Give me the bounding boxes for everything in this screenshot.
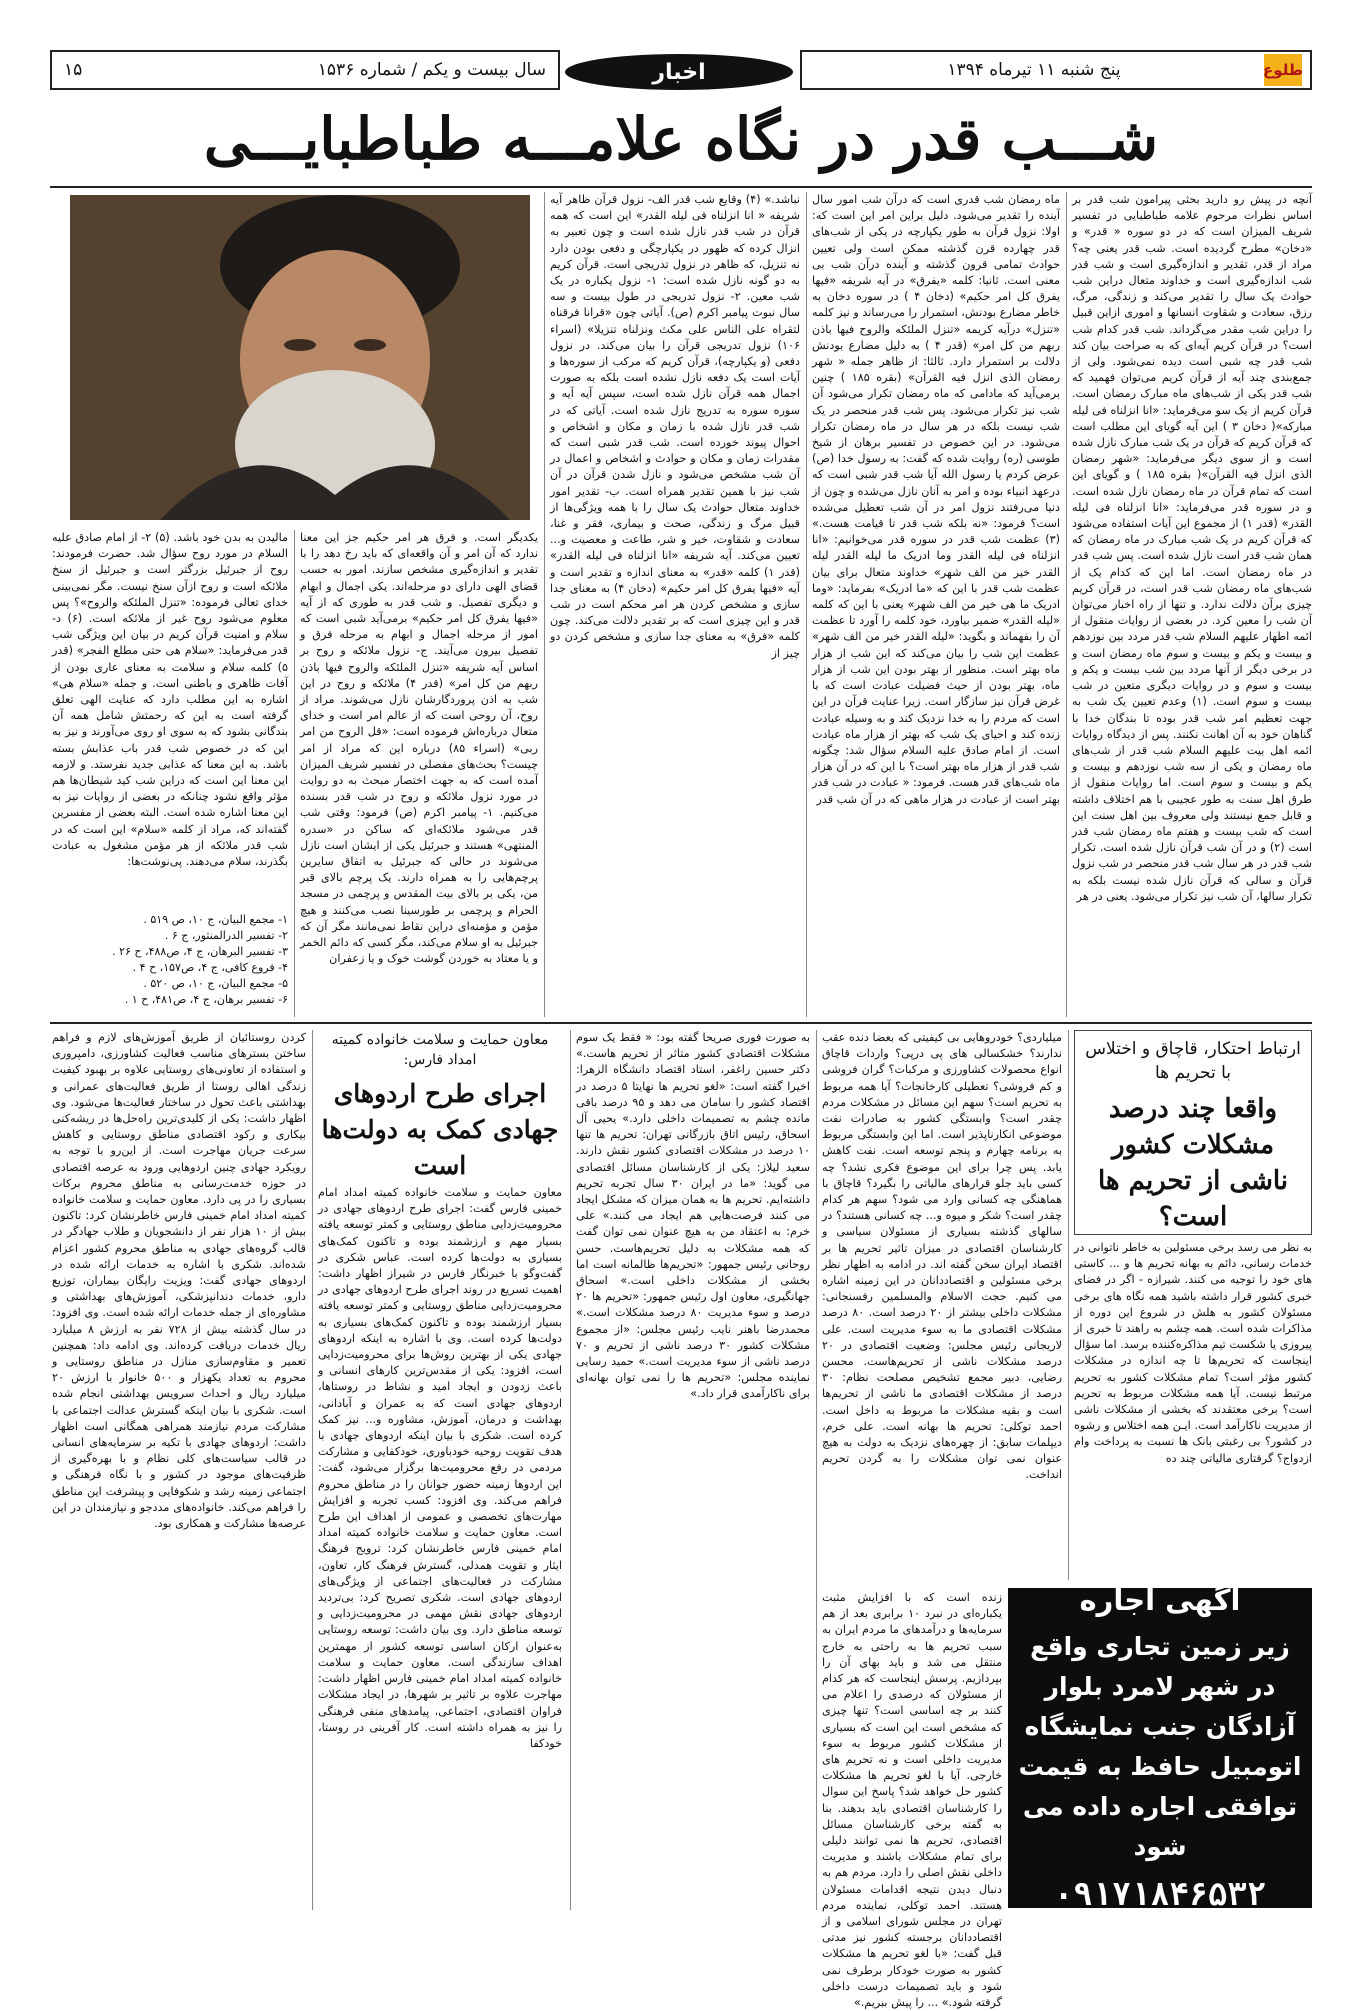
footnote: ۶- تفسیر برهان، ج ۴، ص۴۸۱، ح ۱ . xyxy=(124,993,288,1006)
sanctions-column-3: به صورت فوری صریحا گفته بود: « فقط یک سوم مشکلات اقتصادی کشور متاثر از تحریم هاست.» دکتر حسین راغفر، استاد اقتصاد دانشگاه الزهرا: اخیرا گفته است: «لغو تحریم ها نهایتا ۵ درصد در اقتصاد کشور را سامان می دهد و ۹۵ درصد باقی مانده چشم به تصمیمات داخلی دارد.» یحیی آل اسحاق، رئیس اتاق بازرگانی تهران: تحریم ها تنها ۱۰ درصد در مشکلات اقتصادی کشور نقش دارند. سعید لیلاز: یکی از کارشناسان مسائل اقتصادی می گوید: «ما در ایران ۳۰ سال تجربه تحریم داشته‌ایم. تحریم ها به همان میزان که مشکل ایجاد می کنند فرصت‌هایی هم ایجاد می کنند.» علی خرم: به اعتقاد من به هیچ عنوان نمی توان گفت که همه مشکلات به دلیل تحریم‌هاست. حسن روحانی رئیس جمهور: «تحریم‌ها ظالمانه است اما بخشی از مشکلات داخلی است.» اسحاق جهانگیری، معاون اول رئیس جمهور: «تحریم ها ۲۰ درصد و سوء مدیریت ۸۰ درصد مشکلات است.» محمدرضا باهنر نایب رئیس مجلس: «از مجموع مشکلات کشور ۳۰ درصد ناشی از تحریم و ۷۰ درصد ناشی از سوء مدیریت است.» حمید رسایی نماینده مجلس: «تحریم ها را نمی توان بهانه‌ای برای ناکارآمدی قرار داد.» xyxy=(576,1031,811,1401)
jihad-kicker: معاون حمایت و سلامت خانواده کمیته امداد فارس: xyxy=(331,1032,549,1068)
column-divider xyxy=(544,192,545,1017)
footnote: ۵- مجمع البیان، ج ۱۰، ص ۵۲۰ . xyxy=(143,977,288,990)
sanctions-column-2: میلیاردی؟ خودروهایی بی کیفیتی که بعضا دنده عقب ندارند؟ خشکسالی های پی درپی؟ واردات قاچاق انواع محصولات کشاورزی و مرکبات؟ گران فروشی و کم فروشی؟ تعطیلی کارخانجات؟ آیا همه مربوط به تحریم است؟ سهم این مسائل در مشکلات مردم چقدر است؟ وابستگی کشور به صادرات نفت موضوعی انکارناپذیر است. اما این وابستگی مربوط به برنامه چهارم و پنجم توسعه است. نفت کاهش یابد. پس چرا برای این موضوع فکری نشد؟ چه کسی باید جلو قرارهای مالیاتی را بگیرد؟ قاچاق با هماهنگی چه کسانی وارد می شود؟ سهم هر کدام چقدر است؟ شکر و میوه و... چه کسانی هستند؟ در سالهای گذشته بسیاری از مسئولان سیاسی و کارشناسان اقتصادی در میزان تاثیر تحریم ها بر اقتصاد ایران سخن گفته اند. در ادامه به اظهار نظر برخی مسئولین و اقتصاددانان در این زمینه اشاره می کنیم. حجت الاسلام والمسلمین رفسنجانی: مشکلات داخلی بیشتر از ۲۰ درصد است. ۸۰ درصد مشکلات اقتصادی ما به سوء مدیریت است. علی لاریجانی رئیس مجلس: وضعیت اقتصادی در ۲۰ درصد مشکلات ناشی از تحریم‌هاست. محسن رضایی، دبیر مجمع تشخیص مصلحت نظام: ۳۰ درصد از مشکلات اقتصادی ما ناشی از تحریم‌ها است و بقیه مشکلات ما مربوط به داخل است. احمد توکلی: تحریم ها بهانه است. علی خرم، دیپلمات سابق: از چهره‌های نزدیک به دولت به هیچ عنوان نمی توان مشکلات را به گردن تحریم انداخت. xyxy=(822,1031,1062,1482)
jihad-title: اجرای طرح اردوهای جهادی کمک به دولت‌ها است xyxy=(321,1079,559,1180)
portrait-illustration xyxy=(70,195,530,520)
sanctions-title: واقعا چند درصد مشکلات کشور ناشی از تحریم ها است؟ xyxy=(1097,1094,1289,1232)
logo: طلوع xyxy=(1264,54,1302,86)
column-divider xyxy=(806,192,807,1017)
footnote: ۲- تفسیر الدرالمنثور، ج ۶ . xyxy=(164,929,288,942)
ad-title: آگهی اجاره xyxy=(1079,1583,1241,1617)
article-column-4: یکدیگر است. و فرق هر امر حکیم جز این معنا ندارد که آن امر و آن واقعه‌ای که باید رخ دهد را با تقدیر و اندازه‌گیری مشخص سازند. امور به حسب قضای الهی دارای دو مرحله‌اند. یکی اجمال و ابهام و دیگری تفصیل. و شب قدر به طوری که از آیه «فیها یفرق کل امر حکیم» برمی‌آید شبی است که امور از مرحله اجمال و ابهام به مرحله فرق و تفصیل بیرون می‌آیند. ج- نزول ملائکه و روح بر اساس آیه شریفه «تنزل الملئکه والروح فیها باذن ربهم من کل امر» (قدر ۴) ملائکه و روح در این شب به اذن پروردگارشان نازل می‌شوند. مراد از روح، آن روحی است که از عالم امر است و خدای متعال درباره‌اش فرموده است: «قل الروح من امر ربی» (اسراء ۸۵) درباره این که مراد از امر چیست؟ بحث‌های مفصلی در تفسیر شریف المیزان آمده است که به جهت اختصار مبحث به دو روایت در مورد نزول ملائکه و روح در شب قدر بسنده می‌کنیم. ۱- پیامبر اکرم (ص) فرمود: وقتی شب قدر می‌شود ملائکه‌ای که ساکن در «سدره المنتهی» هستند و جبرئیل یکی از ایشان است نازل می‌شوند در حالی که جبرئیل به اتفاق سایرین پرچم‌هایی را به همراه دارند. یک پرچم بالای قبر من، یکی بر بالای بیت المقدس و پرچمی در مسجد الحرام و پرچمی بر طورسینا نصب می‌کنند و هیچ مؤمن و مؤمنه‌ای دراین نقاط نمی‌مانند مگر آن که جبرئیل به او سلام می‌کند، مگر کسی که دائم الخمر و یا معتاد به خوردن گوشت خوک و یا زعفران xyxy=(300,531,538,966)
footnote: ۴- فروع کافی، ج ۴، ص۱۵۷، ح ۴ . xyxy=(132,961,288,974)
jihad-title-box xyxy=(318,1030,562,1180)
rental-ad xyxy=(1008,1583,1312,1913)
sanctions-column-1: به نظر می رسد برخی مسئولین به خاطر ناتوانی در خدمات رسانی، دائم به بهانه تحریم ها و ... کاستی های خود را توجیه می کنند. شیرازه - اگر در فضای خبری کشور قرار داشته باشید همه نگاه های برخی مسئولان کشور به هلش در شروع این دوره از مذاکرات شده است. همه چشم به راهند تا خبری از پیروزی یا شکست تیم مذاکره‌کننده برسد. اما سؤال اینجاست که تحریم‌ها تا چه اندازه در مشکلات کشور مؤثر است؟ تمام مشکلات کشور به تحریم مرتبط نیست. آیا همه مشکلات مربوط به تحریم است؟ برخی معتقدند که بخشی از مشکلات ناشی از مدیریت ناکارآمد است. ایـن همه اختلاس و رشوه در کشور؟ بی رغبتی بانک ها نسبت به پرداخت وام ازدواج؟ گرفتاری مالیاتی چند ده xyxy=(1074,1241,1312,1465)
article-column-5: مالیدن به بدن خود باشد. (۵) ۲- از امام صادق علیه السلام در مورد روح سؤال شد. حضرت فرمودند: روح از جبرئیل بزرگتر است و جبرئیل از سنخ ملائکه است و روح ازآن سنخ نیست. مگر نمی‌بینی خدای تعالی فرموده: «تنزل الملئکه والروح»؟ پس معلوم می‌شود روح غیر از ملائکه است. (۶) د- سلام و امنیت قرآن کریم در بیان این ویژگی شب قدر می‌فرماید: «سلام هی حتی مطلع الفجر» (قدر ۵) کلمه سلام و سلامت به معنای عاری بودن از آفات ظاهری و باطنی است. و جمله «سلام هی» اشاره به این مطلب دارد که عنایت الهی تعلق گرفته است به این که رحمتش شامل همه آن بندگانی بشود که به سوی او روی می‌آورند و نیز به این که در خصوص شب قدر باب عذابش بسته باشد. به این معنا که عذابی جدید نفرستد. و لازمه این معنا این است که دراین شب کید شیطان‌ها هم مؤثر واقع نشود چنانکه در بعضی از روایات نیز به این معنا اشاره شده است. البته بعضی از مفسرین گفته‌اند که، مراد از کلمه «سلام» این است که در شب قدر ملائکه از هر مؤمن مشغول به عبادت بگذرند، سلام می‌دهند. پی‌نوشت‌ها: xyxy=(52,531,288,869)
header-date-box xyxy=(800,50,1312,90)
issue-date: پنج شنبه ۱۱ تیرماه ۱۳۹۴ xyxy=(947,60,1121,80)
article-column-3: نباشد.» (۴) وقایع شب قدر الف- نزول قرآن ظاهر آیه شریفه « انا انزلناه فی لیله القدر» این است که همه قرآن در شب قدر نازل شده است و چون تعبیر به انزال کرده که ظهور در یکپارچگی و دفعی بودن دارد نه تنزیل، که ظاهر در نزول تدریجی است. قرآن کریم به دو گونه نازل شده است: ۱- نزول یکباره در یک شب معین. ۲- نزول تدریجی در طول بیست و سه سال نبوت پیامبر اکرم (ص). آیاتی چون «قرانا فرقناه لتقراه علی الناس علی مکث ونزلناه تنزیلا» (اسراء ۱۰۶) نزول تدریجی قرآن را بیان می‌کند. در نزول دفعی (و یکپارچه)، قرآن کریم که مرکب از سوره‌ها و آیات است یک دفعه نازل نشده است بلکه به صورت اجمال همه قرآن نازل شده است، سپس آیه آیه و سوره سوره به تدریج نازل شده است. آیاتی که در شب قدر نازل شده با زمان و مکان و اشخاص و احوال پیوند خورده است. شب قدر شبی است که مقدرات زمان و مکان و حوادث و اشخاص و اعمال در آن شب مشخص می‌شود و نازل شدن قرآن در آن شب نیز با همین تقدیر همراه است. ب- تقدیر امور خداوند متعال حوادث یک سال را با همه ویژگی‌ها از قبیل مرگ و زندگی، صحت و بیماری، فقر و غنا، سعادت و شقاوت، خیر و شر، طاعت و معصیت و... تعیین می‌کند. آیه شریفه «انا انزلناه فی لیله القدر» (قدر ۱) کلمه «قدر» به معنای اندازه و تقدیر است و آیه «فیها یفرق کل امر حکیم» (دخان ۴) به معنای جدا سازی و مشخص کردن هر امر محکم است در شب قدر و این چیزی است که بر تقدیر دلالت می‌کند. چون کلمه «فرق» به معنای جدا سازی و مشخص کردن دو چیز از xyxy=(550,193,800,660)
section-divider xyxy=(50,1022,1312,1024)
ad-body: زیر زمین تجاری واقع در شهر لامرد بلوار آزادگان جنب نمایشگاه اتومبیل حافظ به قیمت توافقی اجاره داده می شود xyxy=(1018,1632,1302,1861)
column-divider xyxy=(1068,1030,1069,1580)
footnote: ۳- تفسیر البرهان، ج ۴، ص۴۸۸، ح ۲۶ . xyxy=(112,945,288,958)
sanctions-column-4: زنده است که با افزایش مثبت یکباره‌ای در نبرد ۱۰ برابری بعد از هم سرمایه‌ها و درآمدهای ما مردم ایران به سبب تحریم ها به راحتی به خارج منتقل می شد و باید بهای آن را بپردازیم. پرسش اینجاست که هر کدام از مسئولان که درصدی را اعلام می کنند بر چه اساسی است؟ تنها چیزی که مشخص است این است که بسیاری از مشکلات کشور مربوط به سوء مدیریت داخلی است و نه تحریم های خارجی. آیا با لغو تحریم ها مشکلات کشور حل خواهد شد؟ پاسخ این سوال را کارشناسان اقتصادی باید بدهند. بنا به گفته برخی کارشناسان مسائل اقتصادی، تحریم ها نمی توانند دلیلی برای تمام مشکلات باشند و مدیریت داخلی نقش اصلی را دارد. مردم هم به دنبال دیدن نتیجه اقدامات مسئولان هستند. احمد توکلی، نماینده مردم تهران در مجلس شورای اسلامی و از اقتصاددانان برجسته کشور نیز مدتی قبل گفت: «با لغو تحریم ها مشکلات کشور به صورت خودکار برطرف نمی شود و باید تصمیمات درست داخلی گرفته شود.» ... را پیش ببریم.» xyxy=(822,1591,1002,2010)
column-divider xyxy=(570,1030,571,1910)
jihad-column-1: معاون حمایت و سلامت خانواده کمیته امداد امام خمینی فارس گفت: اجرای طرح اردوهای جهادی در محرومیت‌زدایی مناطق روستایی و کمتر توسعه یافته بسیار مهم و ارزشمند بوده و تاکنون کمک‌های بسیاری به دولت‌ها کرده است. عباس شکری در گفت‌وگو با خبرنگار فارس در شیراز اظهار داشت: اهمیت تسریع در روند اجرای طرح اردوهای جهادی در محرومیت‌زدایی مناطق روستایی و کمتر توسعه یافته بسیار ارزشمند بوده و تاکنون کمک‌های بسیاری به دولت‌ها کرده است. وی با اشاره به اینکه اردوهای جهادی یکی از بهترین روش‌ها برای محرومیت‌زدایی است، افزود: یکی از مقدس‌ترین کارهای انسانی و باعث زدودن و ایجاد امید و نشاط در روستاها، اردوهای جهادی است که به عمران و آبادانی، بهداشت و درمان، آموزش، مشاوره و... نیز کمک کرده است. شکری با بیان اینکه اردوهای جهادی با هدف تقویت روحیه خودباوری، خودکفایی و مشارکت مردمی در رفع محرومیت‌ها برگزار می‌شود، گفت: این اردوها زمینه حضور جوانان را در مناطق محروم فراهم می‌کند. وی افزود: کسب تجربه و افزایش مهارت‌های تخصصی و عمومی از اهداف این طرح است. معاون حمایت و سلامت خانواده کمیته امداد امام خمینی فارس خاطرنشان کرد: ترویج فرهنگ ایثار و تقویت همدلی، گسترش فرهنگ کار، تعاون، مشارکت در فعالیت‌های اجتماعی از ویژگی‌های اردوهای جهادی است. شکری تصریح کرد: بی‌تردید اردوهای جهادی نقش مهمی در محرومیت‌زدایی و توسعه مناطق دارد. وی بیان داشت: توسعه روستایی به‌عنوان ارکان اساسی توسعه کشور از مهمترین اهداف سازندگی است. معاون حمایت و سلامت خانواده کمیته امداد امام خمینی فارس اظهار داشت: مهاجرت علاوه بر تاثیر بر شهرها، در ایجاد مشکلات فراوان اقتصادی، اجتماعی، پیامدهای منفی فرهنگی را نیز به همراه داشته است. کار آفرینی در روستا، خودکفا xyxy=(318,1186,562,1750)
column-divider xyxy=(312,1030,313,1910)
headline-divider xyxy=(50,186,1312,188)
footnotes-list xyxy=(52,912,288,1017)
column-divider xyxy=(294,530,295,1017)
sanctions-title-box xyxy=(1074,1030,1312,1235)
footnote: ۱- مجمع البیان، ج ۱۰، ص ۵۱۹ . xyxy=(143,913,288,926)
article-column-2: ماه رمضان شب قدری است که درآن شب امور سال آینده را تقدیر می‌شود. دلیل براین امر این است که: اولا: نزول قرآن به طور یکپارچه در یکی از شب‌های قدر چهارده قرن گذشته ممکن است ولی تعیین حوادث تمامی قرون گذشته و آینده درآن شب بی معنی است. ثانیا: کلمه «یفرق» در آیه شریفه «فیها یفرق کل امر حکیم» (دخان ۴ ) در سوره دخان به خاطر مضارع بودنش، استمرار را می‌رساند و نیز کلمه «تنزل» درآیه کریمه «تنزل الملئکه والروح فیها باذن ربهم من کل امر» (قدر ۴ ) به دلیل مضارع بودنش دلالت بر استمرار دارد. ثالثا: از ظاهر جمله « شهر رمضان الذی انزل فیه القرآن» (بقره ۱۸۵ ) چنین برمی‌آید که مادامی که ماه رمضان تکرار می‌شود آن شب نیز تکرار می‌شود. پس شب قدر منحصر در یک شب نیست بلکه در هر سال در ماه رمضان تکرار می‌شود. در این خصوص در تفسیر برهان از شیخ طوسی (ره) روایت شده که گفت: به رسول خدا (ص) عرض کردم یا رسول الله آیا شب قدر شبی است که درعهد انبیاء بوده و امر به آنان نازل می‌شده و چون از دنیا می‌رفتند نزول امر در آن شب تعطیل می‌شده است؟ فرمود: «نه بلکه شب قدر تا قیامت هست.» (۳) عظمت شب قدر در سوره قدر می‌خوانیم: «انا انزلناه فی لیله القدر وما ادریک ما لیله القدر لیله القدر خیر من الف شهر» خداوند متعال برای بیان عظمت شب قدر با این که «ما ادریک» بفرماید: «وما ادریک ما هی خیر من الف شهر» یعنی با این که کلمه «لیله القدر» ضمیر بیاورد، خود کلمه را آورد تا عظمت آن را بفهماند و بگوید: «لیله القدر خیر من الف شهر» عظمت این شب را بیان می‌کند که این شب از هزار ماه بهتر است. منظور از بهتر بودن این شب از هزار ماه، بهتر بودن از حیث فضیلت عبادت است که با غرض قرآن نیز سازگار است. زیرا عنایت قرآن در این است که مردم را به خدا نزدیک کند و به وسیله عبادت زنده کند و احیای یک شب که بهتر از هزار ماه عبادت است. از امام صادق علیه السلام سؤال شد: چگونه شب قدر از هزار ماه بهتر است؟ با این که در آن هزار ماه شب‌های قدر هست. فرمود: « عبادت در شب قدر بهتر است از عبادت در هزار ماهی که در آن شب قدر xyxy=(812,193,1060,806)
column-divider xyxy=(1066,192,1067,1017)
ad-phone: ۰۹۱۷۱۸۴۶۵۳۲ xyxy=(1054,1875,1266,1913)
page-headline: شـــب قدر در نگاه علامـــه طباطبایـــی xyxy=(203,105,1159,173)
section-label: اخبار xyxy=(565,54,793,90)
column-divider xyxy=(816,1030,817,1910)
article-column-1: آنچه در پیش رو دارید بحثی پیرامون شب قدر بر اساس نظرات مرحوم علامه طباطبایی در تفسیر شریف المیزان است که در دو سوره « قدر» و «دخان» مطرح گردیده است. شب قدر یعنی چه؟ مراد از قدر، تقدیر و اندازه‌گیری است و شب قدر شب اندازه‌گیری است و خداوند متعال دراین شب حوادث یک سال را تقدیر می‌کند و زندگی، مرگ، رزق، سعادت و شقاوت انسانها و اموری ازاین قبیل را دراین شب مقدر می‌گرداند. شب قدر کدام شب است؟ در قرآن کریم آیه‌ای که به صراحت بیان کند شب قدر چه شبی است دیده نمی‌شود. ولی از جمع‌بندی چند آیه از قرآن کریم می‌توان فهمید که شب قدر یکی از شب‌های ماه مبارک رمضان است. قرآن کریم از یک سو می‌فرماید: «انا انزلناه فی لیله مبارکه»( دخان ۳ ) این آیه گویای این مطلب است که قرآن کریم که قرآن در یک شب مبارک نازل شده است و از سوی دیگر می‌فرماید: «شهر رمضان الذی انزل فیه القرآن»( بقره ۱۸۵ ) و گویای این است که تمام قرآن در ماه رمضان نازل شده است. و در سوره قدر می‌فرماید: «انا انزلناه فی لیله القدر» (قدر ۱) از مجموع این آیات استفاده می‌شود که قرآن کریم در یک شب مبارک در ماه رمضان که همان شب قدر است نازل شده است. پس شب قدر در ماه رمضان است. اما این که کدام یک از شب‌های ماه رمضان شب قدر است، در قرآن کریم چیزی برآن دلالت ندارد. و تنها از راه اخبار می‌توان آن شب را معین کرد. در بعضی از روایات منقول از ائمه اطهار علیهم السلام شب قدر مردد بین نوزدهم و بیست و یکم و بیست و سوم ماه رمضان است و در برخی دیگر از آنها مردد بین شب بیست و یکم و بیست و سوم و در روایات دیگری متعین در شب بیست و سوم است. (۱) وعدم تعیین یک شب به جهت تعظیم امر شب قدر بوده تا بندگان خدا با گناهان خود به آن اهانت نکنند. پس از دیدگاه روایات ائمه اهل بیت علیهم السلام شب قدر از شب‌های ماه رمضان و یکی از سه شب نوزدهم و بیست و یکم و بیست و سوم است. اما روایات منقول از طرق اهل سنت به طور عجیبی با هم اختلاف داشته و قابل جمع نیستند ولی معروف بین اهل سنت این است که شب بیست و هفتم ماه رمضان شب قدر است (۲) و در آن شب قرآن نازل شده است. تکرار شب قدر در هر سال شب قدر منحصر در شب نزول قرآن و سالی که قرآن نازل شده نیست بلکه به تکرار سالها، آن شب نیز تکرار می‌شود. یعنی در هر xyxy=(1072,193,1312,903)
year-issue: سال بیست و یکم / شماره ۱۵۳۶ xyxy=(317,60,546,80)
header-issue-box xyxy=(50,50,560,90)
jihad-column-2: کردن روستائیان از طریق آموزش‌های لازم و فراهم ساختن بسترهای مناسب فعالیت کشاورزی، دامپروری و استفاده از تعاونی‌های روستایی علاوه بر بهبود کیفیت زندگی اهالی روستا از طریق فعالیت‌های عمرانی و بهداشتی باعث تحول در ساختار فعالیت‌ها می‌شود. وی اظهار داشت: یکی از کلیدی‌ترین راه‌حل‌ها در ریشه‌کنی بیکاری و رکود اقتصادی مناطق روستایی و کاهش سرعت جریان مهاجرت است. از این‌رو با توجه به رویکرد جهادی چنین اردوهایی ورود به عرصه اقتصادی در حوزه خدمت‌رسانی به مناطق محروم برکات بسیاری را در پی دارد. معاون حمایت و سلامت خانواده کمیته امداد امام خمینی فارس خاطرنشان کرد: تاکنون بیش از ۱۰ هزار نفر از دانشجویان و طلاب جهادگر در قالب گروه‌های جهادی به مناطق محروم کشور اعزام شده‌اند. شکری با اشاره به خدمات ارائه شده در اردوهای جهادی گفت: ویزیت رایگان بیماران، توزیع دارو، خدمات دندانپزشکی، آموزش‌های بهداشتی و مشاوره‌ای از جمله خدمات ارائه شده است. وی افزود: در سال گذشته بیش از ۷۲۸ نفر به ارزش ۸ میلیارد ریال خدمات دریافت کرده‌اند. وی ادامه داد: همچنین تعمیر و مقاوم‌سازی منازل در مناطق روستایی و محروم به تعداد یکهزار و ۵۰۰ خانوار با ارزش ۲۰ میلیارد ریال و احداث سرویس بهداشتی انجام شده است. شکری با بیان اینکه گسترش عدالت اجتماعی با مشارکت مردم نیازمند همراهی همگانی است اظهار داشت: اردوهای جهادی با تکیه بر سرمایه‌های انسانی در قالب سیاست‌های کلی نظام و با بهره‌گیری از ظرفیت‌های موجود در کشور و با نگاه فرهنگی و اجتماعی زمینه رشد و شکوفایی و پیشرفت این مناطق را فراهم می‌کند. خانواده‌های مددجو و نیازمندان در این عرصه‌ها مشارکت و همکاری بود. xyxy=(52,1031,306,1531)
portrait-photo xyxy=(70,195,530,520)
sanctions-kicker: ارتباط احتکار، قاچاق و اختلاس با تحریم ها xyxy=(1085,1039,1301,1083)
page-number: ۱۵ xyxy=(64,60,83,80)
